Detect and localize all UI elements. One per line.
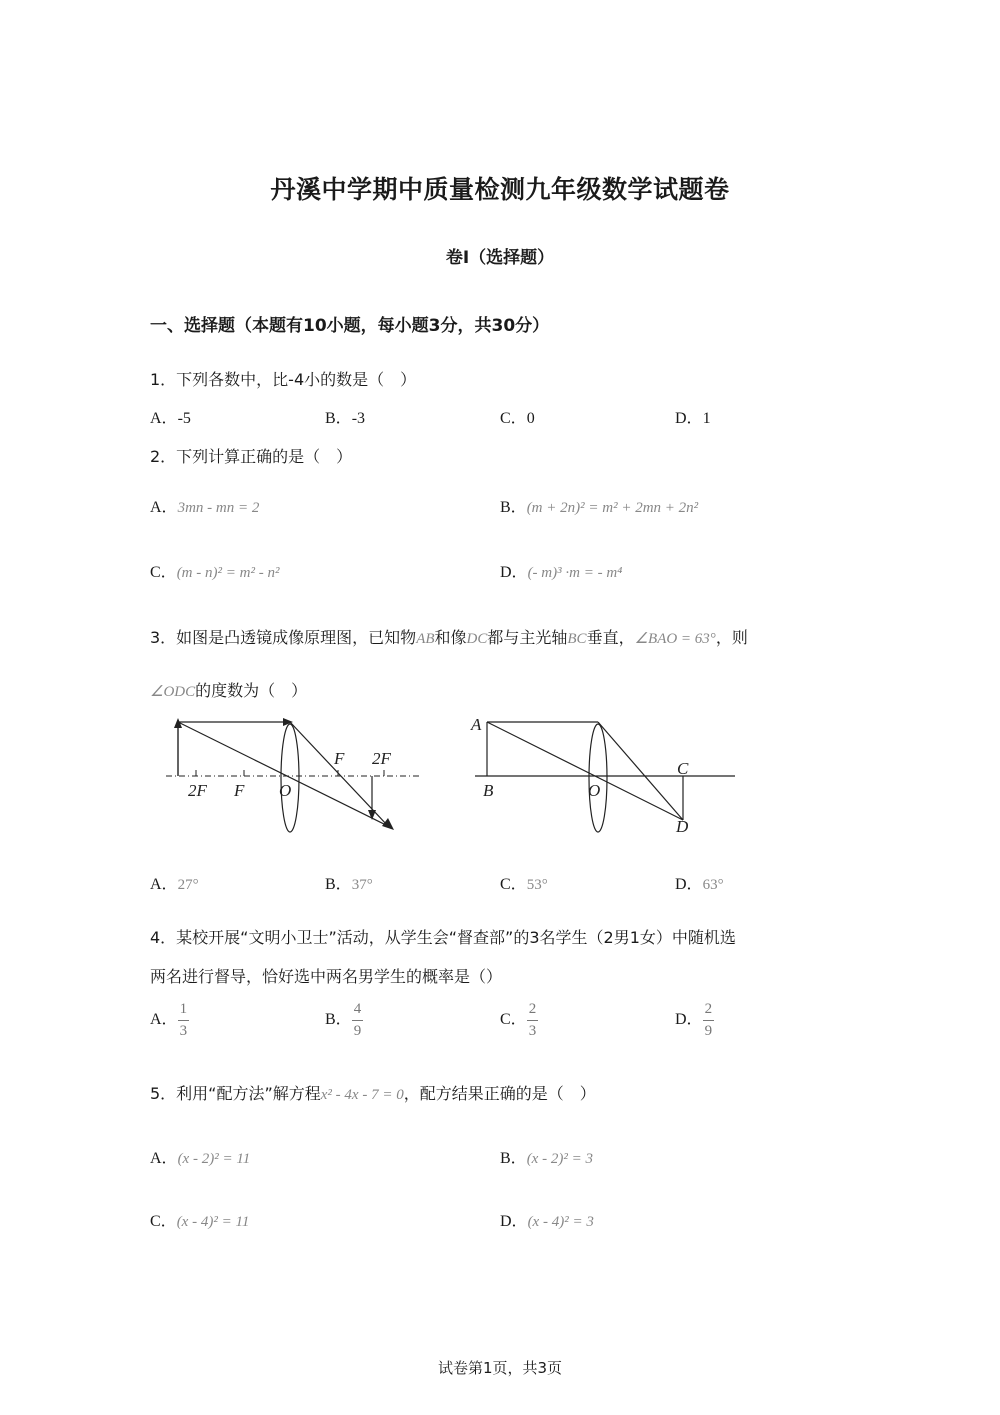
lens-figure-left [160,712,430,842]
question-2-stem: 2．下列计算正确的是（ ） [150,447,353,466]
label-a: A [471,715,482,734]
q5-option-d: D．(x - 4)² = 3 [500,1213,594,1230]
question-3-stem-line1: 3．如图是凸透镜成像原理图，已知物AB和像DC都与主光轴BC垂直，∠BAO = 63°，则 [150,628,748,647]
label-2f-right: 2F [372,749,391,768]
page-footer: 试卷第1页，共3页 [437,1359,563,1377]
label-f-right: F [334,749,345,768]
q3-option-d: D．63° [675,876,724,893]
q3-option-b: B．37° [325,876,373,893]
lens-figure-right [465,712,740,842]
volume-subtitle: 卷Ⅰ（选择题） [445,248,555,268]
q5-option-a: A．(x - 2)² = 11 [150,1150,251,1167]
page-title: 丹溪中学期中质量检测九年级数学试题卷 [270,175,730,204]
label-f-left: F [234,781,245,800]
label-b: B [483,781,494,800]
q1-option-d: D．1 [675,410,711,427]
label-o-right: O [588,781,601,800]
q1-option-b: B．-3 [325,410,366,427]
question-1-stem: 1．下列各数中，比-4小的数是（ ） [150,370,417,389]
section-heading: 一、选择题（本题有10小题，每小题3分，共30分） [150,316,550,336]
label-2f-left: 2F [188,781,207,800]
q1-option-a: A．-5 [150,410,191,427]
q1-option-c: C．0 [500,410,535,427]
question-4-stem-line2: 两名进行督导，恰好选中两名男学生的概率是（） [150,967,503,986]
q4-option-c: C． $\frac{2}{3}$ [500,1001,537,1039]
q2-option-b: B．(m + 2n)² = m² + 2mn + 2n² [500,499,699,516]
q2-option-c: C．(m - n)² = m² - n² [150,564,280,581]
q2-option-d: D．(- m)³ ·m = - m⁴ [500,564,623,581]
q4-option-d: D． $\frac{2}{9}$ [675,1001,713,1039]
q4-option-b: B． $\frac{4}{9}$ [325,1001,362,1039]
question-4-stem-line1: 4．某校开展“文明小卫士”活动，从学生会“督查部”的3名学生（2男1女）中随机选 [150,928,736,947]
question-3-stem-line2: ∠ODC的度数为（ ） [150,681,308,700]
q5-option-c: C．(x - 4)² = 11 [150,1213,250,1230]
label-c: C [677,759,689,778]
label-o-left: O [279,781,292,800]
q2-option-a: A．3mn - mn = 2 [150,499,260,516]
q3-option-c: C．53° [500,876,548,893]
label-d: D [676,817,689,836]
q5-option-b: B．(x - 2)² = 3 [500,1150,593,1167]
question-5-stem: 5．利用“配方法”解方程x² - 4x - 7 = 0，配方结果正确的是（ ） [150,1084,596,1103]
q4-option-a: A． $\frac{1}{3}$ [150,1001,188,1039]
q3-option-a: A．27° [150,876,199,893]
